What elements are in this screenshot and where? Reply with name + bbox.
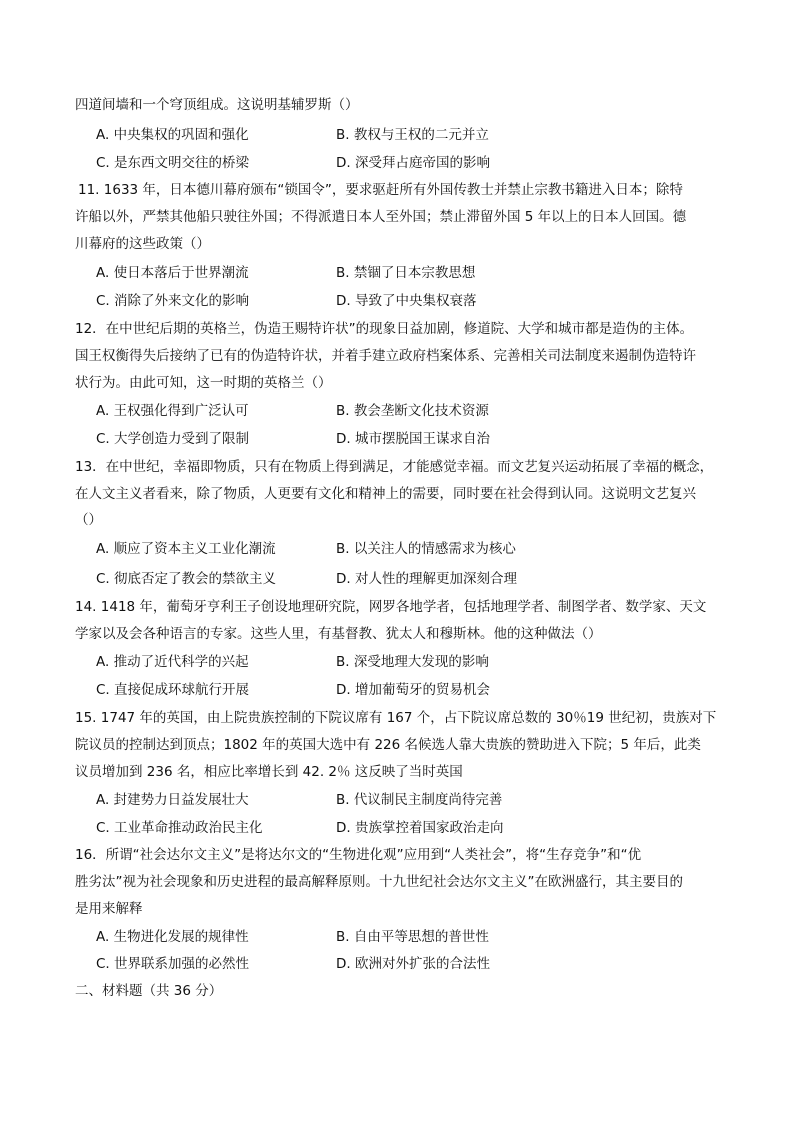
q10-stem-tail: 四道间墙和一个穹顶组成。这说明基辅罗斯（） (75, 97, 359, 113)
q16-option-a: A. 生物进化发展的规律性 (96, 929, 249, 945)
q13-option-a: A. 顺应了资本主义工业化潮流 (96, 541, 276, 557)
q10-option-c: C. 是东西文明交往的桥梁 (96, 155, 250, 171)
q16-stem-line-1: 16．所谓“社会达尔文主义”是将达尔文的“生物进化观”应用到“人类社会”，将“生存竞争”和“优 (75, 847, 642, 863)
q14-option-c: C. 直接促成环球航行开展 (96, 682, 250, 698)
q11-stem-line-1: 11. 1633 年，日本德川幕府颁布“锁国令”，要求驱赶所有外国传教士并禁止宗教书籍进入日本；除特 (78, 182, 683, 198)
q13-stem-line-1: 13．在中世纪，幸福即物质，只有在物质上得到满足，才能感觉幸福。而文艺复兴运动拓展了幸福的概念， (75, 459, 714, 475)
q12-option-b: B. 教会垄断文化技术资源 (336, 403, 489, 419)
q13-stem-line-3: （） (75, 512, 102, 528)
q10-option-d: D. 深受拜占庭帝国的影响 (336, 155, 490, 171)
section-heading: 二、材料题（共 36 分） (75, 983, 223, 999)
q14-option-a: A. 推动了近代科学的兴起 (96, 654, 249, 670)
q15-option-b: B. 代议制民主制度尚待完善 (336, 792, 503, 808)
q12-stem-line-2: 国王权衡得失后接纳了已有的伪造特许状，并着手建立政府档案体系、完善相关司法制度来遏制伪造特许 (75, 348, 696, 364)
q11-stem-line-2: 许船以外，严禁其他船只驶往外国；不得派遣日本人至外国；禁止滞留外国 5 年以上的日本人回国。德 (75, 209, 687, 225)
q11-option-b: B. 禁锢了日本宗教思想 (336, 265, 476, 281)
q14-stem-line-2: 学家以及会各种语言的专家。这些人里，有基督教、犹太人和穆斯林。他的这种做法（） (75, 626, 602, 642)
q14-option-d: D. 增加葡萄牙的贸易机会 (336, 682, 490, 698)
q11-option-a: A. 使日本落后于世界潮流 (96, 265, 249, 281)
q16-stem-line-2: 胜劣汰”视为社会现象和历史进程的最高解释原则。十九世纪社会达尔文主义”在欧洲盛行，其主要目的 (75, 874, 683, 890)
q16-option-c: C. 世界联系加强的必然性 (96, 956, 250, 972)
q16-option-b: B. 自由平等思想的普世性 (336, 929, 489, 945)
q14-option-b: B. 深受地理大发现的影响 (336, 654, 489, 670)
q16-stem-line-3: 是用来解释 (75, 901, 143, 917)
q15-stem-line-2: 院议员的控制达到顶点；1802 年的英国大选中有 226 名候选人靠大贵族的赞助进入下院；5 年后，此类 (75, 737, 701, 753)
q10-option-b: B. 教权与王权的二元并立 (336, 127, 489, 143)
q11-stem-line-3: 川幕府的这些政策（） (75, 236, 210, 252)
q12-stem-line-3: 状行为。由此可知，这一时期的英格兰（） (75, 375, 332, 391)
q11-option-d: D. 导致了中央集权衰落 (336, 293, 477, 309)
q15-option-d: D. 贵族掌控着国家政治走向 (336, 820, 504, 836)
q12-option-a: A. 王权强化得到广泛认可 (96, 403, 249, 419)
q15-stem-line-3: 议员增加到 236 名，相应比率增长到 42. 2％ 这反映了当时英国 (75, 764, 463, 780)
q13-option-c: C. 彻底否定了教会的禁欲主义 (96, 571, 277, 587)
q15-option-a: A. 封建势力日益发展壮大 (96, 792, 249, 808)
q10-option-a: A. 中央集权的巩固和强化 (96, 127, 249, 143)
q15-stem-line-1: 15. 1747 年的英国，由上院贵族控制的下院议席有 167 个，占下院议席总数的 30％19 世纪初，贵族对下 (75, 710, 717, 726)
q15-option-c: C. 工业革命推动政治民主化 (96, 820, 263, 836)
q11-option-c: C. 消除了外来文化的影响 (96, 293, 250, 309)
q12-stem-line-1: 12．在中世纪后期的英格兰，伪造王赐特许状”的现象日益加剧，修道院、大学和城市都是造伪的主体。 (75, 321, 694, 337)
q13-stem-line-2: 在人文主义者看来，除了物质，人更要有文化和精神上的需要，同时要在社会得到认同。这说明文艺复兴 (75, 486, 696, 502)
q12-option-d: D. 城市摆脱国王谋求自治 (336, 431, 490, 447)
q14-stem-line-1: 14. 1418 年，葡萄牙亨利王子创设地理研究院，网罗各地学者，包括地理学者、制图学者、数学家、天文 (75, 599, 707, 615)
q13-option-d: D. 对人性的理解更加深刻合理 (336, 571, 517, 587)
q16-option-d: D. 欧洲对外扩张的合法性 (336, 956, 490, 972)
q12-option-c: C. 大学创造力受到了限制 (96, 431, 250, 447)
q13-option-b: B. 以关注人的情感需求为核心 (336, 541, 516, 557)
